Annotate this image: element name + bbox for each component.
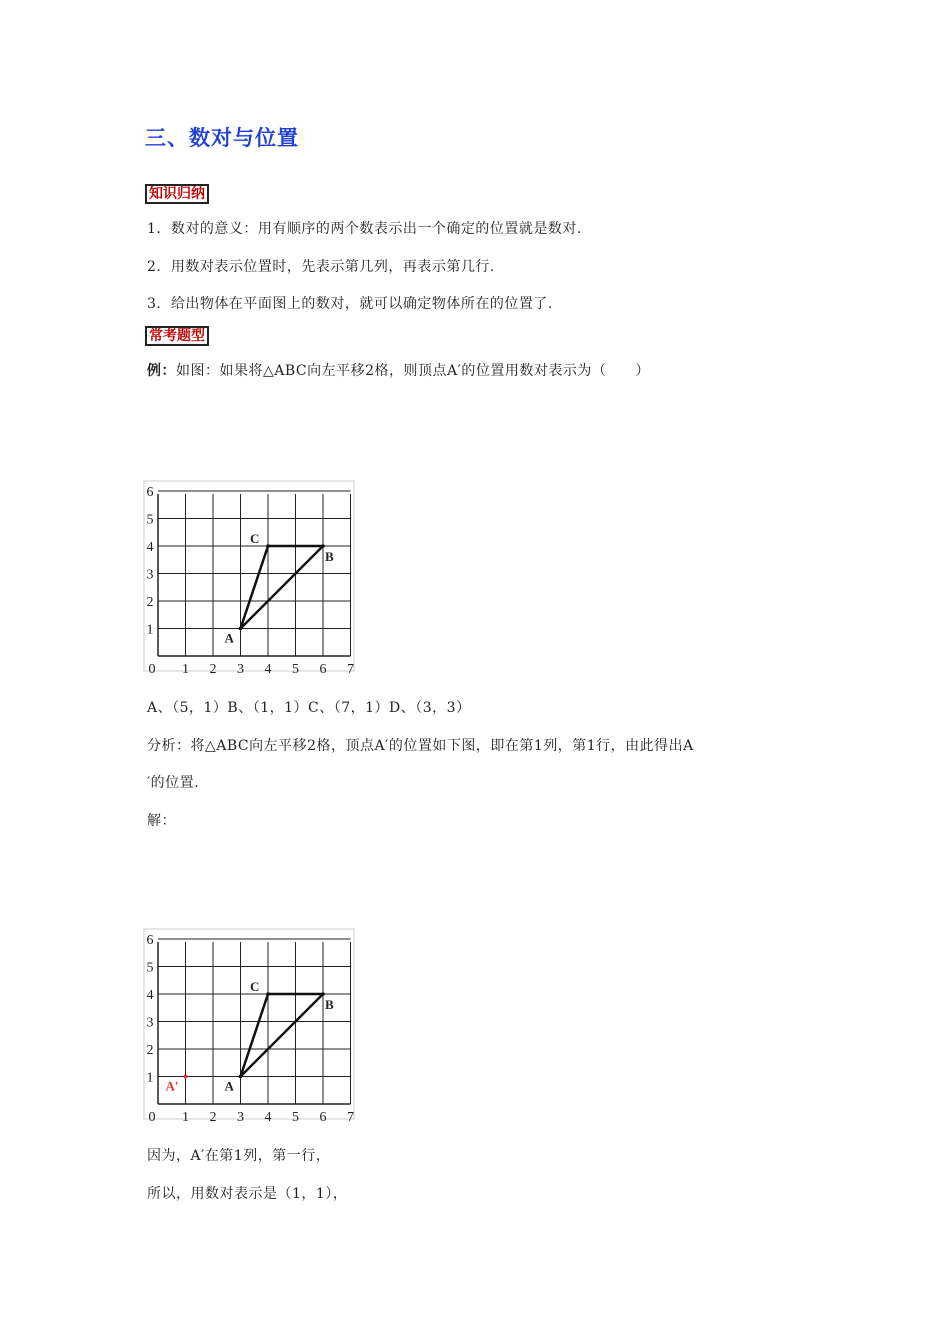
knowledge-item-3: 3．给出物体在平面图上的数对，就可以确定物体所在的位置了. bbox=[147, 296, 553, 312]
x-tick-label: 2 bbox=[209, 662, 217, 677]
y-tick-label: 1 bbox=[146, 1070, 154, 1086]
analysis-line-2: ′的位置. bbox=[147, 775, 200, 791]
coordinate-figure-2 bbox=[138, 926, 368, 1126]
example-question bbox=[147, 360, 650, 380]
label-b: B bbox=[325, 549, 334, 564]
x-tick-label: 7 bbox=[347, 662, 354, 677]
y-tick-label: 3 bbox=[146, 1015, 154, 1031]
a-prime-point bbox=[184, 1075, 188, 1079]
therefore-line: 所以，用数对表示是（1，1）， bbox=[147, 1186, 348, 1202]
knowledge-item-2: 2．用数对表示位置时，先表示第几列，再表示第几行. bbox=[147, 259, 495, 275]
label-c: C bbox=[250, 531, 260, 546]
y-tick-label: 6 bbox=[146, 485, 154, 500]
x-tick-label: 0 bbox=[148, 662, 156, 677]
x-tick-label: 1 bbox=[182, 1110, 189, 1125]
x-tick-label: 1 bbox=[182, 662, 189, 677]
y-tick-label: 3 bbox=[146, 567, 154, 583]
x-tick-label: 7 bbox=[347, 1110, 354, 1125]
because-line: 因为，A′在第1列，第一行， bbox=[147, 1148, 331, 1164]
x-tick-label: 5 bbox=[292, 662, 299, 677]
solution-label: 解： bbox=[147, 813, 176, 829]
vertex-point bbox=[239, 1075, 243, 1079]
y-tick-label: 4 bbox=[146, 988, 154, 1003]
x-tick-label: 3 bbox=[237, 662, 244, 677]
triangle-abc bbox=[241, 994, 324, 1077]
example-text: 如图：如果将△ABC向左平移2格，则顶点A′的位置用数对表示为（ ） bbox=[176, 363, 650, 379]
knowledge-item-1: 1．数对的意义：用有顺序的两个数表示出一个确定的位置就是数对. bbox=[147, 221, 582, 237]
x-tick-label: 2 bbox=[209, 1110, 217, 1125]
vertex-point bbox=[321, 544, 325, 548]
triangle-abc bbox=[241, 546, 324, 629]
analysis-line-1: 分析：将△ABC向左平移2格，顶点A′的位置如下图，即在第1列，第1行，由此得出A bbox=[147, 738, 694, 754]
y-tick-label: 5 bbox=[146, 512, 154, 528]
page-title: 三、数对与位置 bbox=[145, 126, 299, 150]
section-tag-knowledge: 知识归纳 bbox=[145, 184, 209, 204]
example-label: 例： bbox=[147, 363, 176, 379]
x-tick-label: 0 bbox=[148, 1110, 156, 1125]
vertex-point bbox=[266, 544, 270, 548]
x-tick-label: 3 bbox=[237, 1110, 244, 1125]
y-tick-label: 6 bbox=[146, 933, 154, 948]
y-tick-label: 4 bbox=[146, 540, 154, 555]
x-tick-label: 6 bbox=[319, 1110, 327, 1125]
x-tick-label: 5 bbox=[292, 1110, 299, 1125]
y-tick-label: 2 bbox=[146, 595, 154, 610]
label-a-prime: A′ bbox=[165, 1078, 179, 1094]
label-a: A bbox=[224, 630, 234, 646]
answer-options: A、（5，1）B、（1，1）C、（7，1）D、（3，3） bbox=[147, 700, 471, 716]
y-tick-label: 5 bbox=[146, 960, 154, 976]
vertex-point bbox=[321, 992, 325, 996]
label-a: A bbox=[224, 1078, 234, 1094]
y-tick-label: 2 bbox=[146, 1043, 154, 1058]
vertex-point bbox=[239, 627, 243, 631]
vertex-point bbox=[266, 992, 270, 996]
coordinate-figure-1 bbox=[138, 478, 368, 678]
label-c: C bbox=[250, 979, 260, 994]
y-tick-label: 1 bbox=[146, 622, 154, 638]
label-b: B bbox=[325, 997, 334, 1012]
x-tick-label: 4 bbox=[264, 1110, 272, 1125]
section-tag-exam: 常考题型 bbox=[145, 326, 209, 346]
x-tick-label: 4 bbox=[264, 662, 272, 677]
x-tick-label: 6 bbox=[319, 662, 327, 677]
